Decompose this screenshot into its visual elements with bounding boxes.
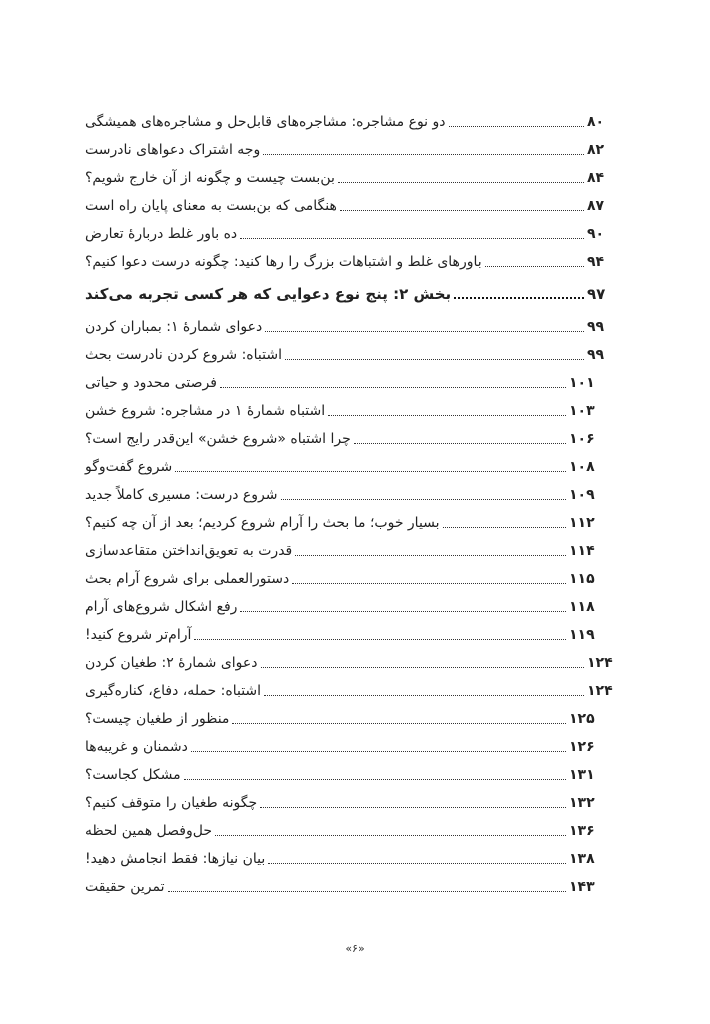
dot-leader bbox=[260, 806, 566, 808]
toc-entry-title: اشتباه: شروع کردن نادرست بحث bbox=[85, 347, 282, 363]
toc-page-number: ۱۲۴ bbox=[587, 683, 613, 699]
dot-leader bbox=[454, 296, 584, 299]
dot-leader bbox=[168, 890, 566, 892]
toc-subentry bbox=[85, 761, 603, 785]
toc-subentry bbox=[85, 509, 603, 533]
dot-leader bbox=[175, 470, 566, 472]
toc-entry-title: منظور از طغیان چیست؟ bbox=[85, 711, 230, 727]
toc-entry-title: بن‌بست چیست و چگونه از آن خارج شویم؟ bbox=[85, 170, 335, 186]
dot-leader bbox=[240, 610, 566, 612]
toc-entry-title: دعوای شمارهٔ ۲: طغیان کردن bbox=[85, 655, 258, 671]
toc-page-number: ۸۲ bbox=[587, 142, 605, 158]
dot-leader bbox=[281, 498, 567, 500]
toc-entry-title: دعوای شمارهٔ ۱: بمباران کردن bbox=[85, 319, 263, 335]
toc-page-number: ۸۰ bbox=[587, 114, 605, 130]
dot-leader bbox=[443, 526, 566, 528]
dot-leader bbox=[292, 582, 566, 584]
dot-leader bbox=[485, 265, 584, 267]
toc-entry-title: دو نوع مشاجره: مشاجره‌های قابل‌حل و مشاجره‌های همیشگی bbox=[85, 114, 446, 130]
dot-leader bbox=[261, 666, 585, 668]
toc-page-number: ۱۱۲ bbox=[569, 515, 595, 531]
toc-entry-title: ده باور غلط دربارهٔ تعارض bbox=[85, 226, 238, 242]
toc-subentry bbox=[85, 537, 603, 561]
toc-page-number: ۱۳۶ bbox=[569, 823, 595, 839]
toc-page-number: ۹۹ bbox=[587, 347, 605, 363]
dot-leader bbox=[215, 834, 566, 836]
toc-entry-title: تمرین حقیقت bbox=[85, 879, 165, 895]
toc-entry-title: رفع اشکال شروع‌های آرام bbox=[85, 599, 238, 615]
toc-page-number: ۱۳۸ bbox=[569, 851, 595, 867]
toc-page-number: ۹۷ bbox=[587, 285, 606, 303]
dot-leader bbox=[295, 554, 566, 556]
dot-leader bbox=[264, 694, 584, 696]
toc-subentry bbox=[85, 565, 603, 589]
toc-page-number: ۱۲۴ bbox=[587, 655, 613, 671]
toc-entry-title: چرا اشتباه «شروع خشن» این‌قدر رایج است؟ bbox=[85, 431, 351, 447]
toc-entry-title: چگونه طغیان را متوقف کنیم؟ bbox=[85, 795, 258, 811]
toc-entry bbox=[85, 192, 621, 216]
dot-leader bbox=[285, 358, 584, 360]
toc-page-number: ۱۲۶ bbox=[569, 739, 595, 755]
toc-entry-title: قدرت به تعویق‌انداختن متقاعدسازی bbox=[85, 543, 293, 559]
toc-subentry bbox=[85, 397, 603, 421]
page-number-footer: «۶» bbox=[345, 942, 365, 955]
toc-page-number: ۱۳۲ bbox=[569, 795, 595, 811]
toc-page-number: ۱۰۶ bbox=[569, 431, 595, 447]
toc-subentry bbox=[85, 733, 603, 757]
toc-section-title: بخش ۲: پنج نوع دعوایی که هر کسی تجربه می‌کند bbox=[85, 285, 452, 303]
toc-entry-title: آرام‌تر شروع کنید! bbox=[85, 627, 192, 643]
toc-subentry bbox=[85, 369, 603, 393]
toc-page-number: ۸۴ bbox=[587, 170, 605, 186]
dot-leader bbox=[232, 722, 566, 724]
toc-subentry bbox=[85, 453, 603, 477]
toc-entry bbox=[85, 248, 621, 272]
toc-entry bbox=[85, 677, 621, 701]
toc-page-number: ۱۰۹ bbox=[569, 487, 595, 503]
toc-entry-title: باورهای غلط و اشتباهات بزرگ را رها کنید: چگونه درست دعوا کنیم؟ bbox=[85, 254, 482, 270]
toc-page-number: ۱۱۸ bbox=[569, 599, 595, 615]
dot-leader bbox=[240, 237, 584, 239]
toc-page-number: ۸۷ bbox=[587, 198, 605, 214]
toc-page-number: ۱۰۱ bbox=[569, 375, 595, 391]
dot-leader bbox=[328, 414, 566, 416]
toc-section-heading bbox=[85, 280, 621, 304]
dot-leader bbox=[354, 442, 566, 444]
toc-entry-title: اشتباه: حمله، دفاع، کناره‌گیری bbox=[85, 683, 262, 699]
toc-entry-title: دشمنان و غریبه‌ها bbox=[85, 739, 188, 755]
toc-entry-title: مشکل کجاست؟ bbox=[85, 767, 181, 783]
toc-entry-title: شروع گفت‌وگو bbox=[85, 459, 173, 475]
dot-leader bbox=[191, 750, 566, 752]
toc-page-number: ۱۲۵ bbox=[569, 711, 595, 727]
toc-subentry bbox=[85, 621, 603, 645]
toc-page-number: ۹۹ bbox=[587, 319, 605, 335]
toc-page-number: ۹۴ bbox=[587, 254, 605, 270]
dot-leader bbox=[268, 862, 566, 864]
toc-subentry bbox=[85, 425, 603, 449]
toc-page-number: ۹۰ bbox=[587, 226, 605, 242]
toc-entry-title: بیان نیازها: فقط انجامش دهید! bbox=[85, 851, 266, 867]
toc-subentry bbox=[85, 481, 603, 505]
toc-subentry bbox=[85, 705, 603, 729]
toc-page-number: ۱۱۵ bbox=[569, 571, 595, 587]
toc-subentry bbox=[85, 845, 603, 869]
toc-subentry bbox=[85, 789, 603, 813]
dot-leader bbox=[263, 153, 584, 155]
toc-entry-title: فرصتی محدود و حیاتی bbox=[85, 375, 217, 391]
toc-entry-title: وجه اشتراک دعواهای نادرست bbox=[85, 142, 261, 158]
toc-subentry bbox=[85, 593, 603, 617]
toc-entry bbox=[85, 220, 621, 244]
toc-entry bbox=[85, 164, 621, 188]
dot-leader bbox=[338, 181, 584, 183]
toc-page-number: ۱۱۴ bbox=[569, 543, 595, 559]
toc-entry-title: حل‌وفصل همین لحظه bbox=[85, 823, 213, 839]
toc-entry bbox=[85, 313, 621, 337]
toc-subentry bbox=[85, 817, 603, 841]
toc-page-number: ۱۱۹ bbox=[569, 627, 595, 643]
toc-page-number: ۱۳۱ bbox=[569, 767, 595, 783]
toc-entry bbox=[85, 136, 621, 160]
toc-entry bbox=[85, 341, 621, 365]
toc-entry-title: شروع درست: مسیری کاملاً جدید bbox=[85, 487, 278, 503]
dot-leader bbox=[265, 330, 584, 332]
toc-page-number: ۱۰۳ bbox=[569, 403, 595, 419]
toc-entry bbox=[85, 108, 621, 132]
toc-subentry bbox=[85, 873, 603, 897]
toc-page-number: ۱۴۳ bbox=[569, 879, 595, 895]
dot-leader bbox=[340, 209, 584, 211]
toc-page-number: ۱۰۸ bbox=[569, 459, 595, 475]
dot-leader bbox=[220, 386, 566, 388]
dot-leader bbox=[449, 125, 584, 127]
toc-entry-title: اشتباه شمارهٔ ۱ در مشاجره: شروع خشن bbox=[85, 403, 326, 419]
toc-entry-title: هنگامی که بن‌بست به معنای پایان راه است bbox=[85, 198, 337, 214]
toc-entry bbox=[85, 649, 621, 673]
dot-leader bbox=[184, 778, 566, 780]
toc-entry-title: دستورالعملی برای شروع آرام بحث bbox=[85, 571, 290, 587]
toc-entry-title: بسیار خوب؛ ما بحث را آرام شروع کردیم؛ بعد از آن چه کنیم؟ bbox=[85, 515, 440, 531]
dot-leader bbox=[194, 638, 566, 640]
